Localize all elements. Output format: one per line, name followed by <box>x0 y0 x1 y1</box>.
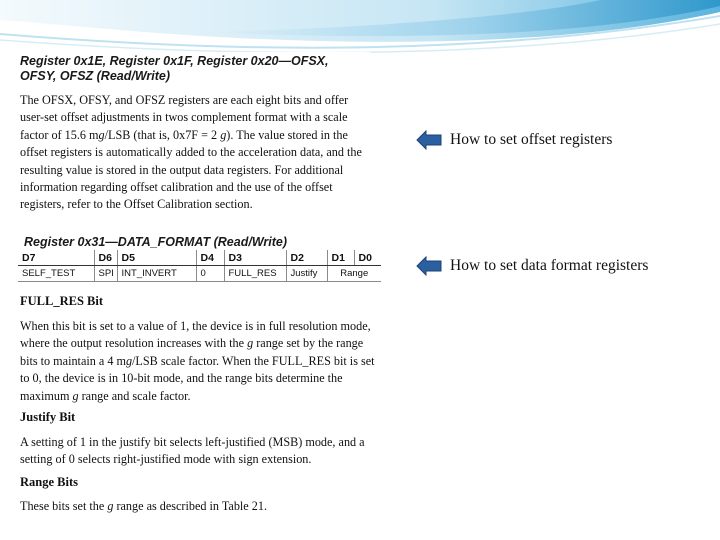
offset-register-description: The OFSX, OFSY, and OFSZ registers are each eight bits and offer user-set offset adjustments in twos complement format with a scale factor of 15.6 mg/LSB (that is, 0x7F = 2 g). The value stored in the offset registers is automatically added to the acceleration data, and the resulting value is stored in the output data registers. For additional information regarding offset calibration and the use of the offset registers, refer to the Offset Calibration section. <box>20 93 362 212</box>
data-format-callout-label: How to set data format registers <box>450 257 649 274</box>
data-format-register-excerpt <box>18 234 382 516</box>
offset-registers-callout <box>416 130 612 150</box>
data-format-callout <box>416 256 648 276</box>
data-format-register-heading: Register 0x31—DATA_FORMAT (Read/Write) <box>24 235 288 249</box>
bit-header: D1 <box>327 250 354 266</box>
bit-header: D2 <box>286 250 327 266</box>
bit-table-value-row <box>18 266 381 282</box>
justify-bit-description: A setting of 1 in the justify bit selects left-justified (MSB) mode, and a setting of 0 selects right-justified mode with sign extension. <box>20 435 365 467</box>
bit-header: D5 <box>117 250 196 266</box>
bit-value: INT_INVERT <box>117 266 196 282</box>
range-bits-title: Range Bits <box>20 475 78 489</box>
full-res-bit-description: When this bit is set to a value of 1, the device is in full resolution mode, where the output resolution increases with the g range set by the range bits to maintain a 4 mg/LSB scale factor. When the FULL_RES bit is set to 0, the device is in 10-bit mode, and the range bits determine the maximum g range and scale factor. <box>20 319 375 403</box>
bit-value: FULL_RES <box>224 266 286 282</box>
bit-header: D7 <box>18 250 94 266</box>
offset-register-excerpt <box>18 52 370 230</box>
offset-register-heading: Register 0x1E, Register 0x1F, Register 0x20—OFSX, OFSY, OFSZ (Read/Write) <box>20 54 329 83</box>
left-arrow-icon <box>416 256 442 276</box>
bit-header: D3 <box>224 250 286 266</box>
data-format-bit-table <box>18 250 381 282</box>
offset-callout-label: How to set offset registers <box>450 131 613 148</box>
bit-table-header-row <box>18 250 381 266</box>
bit-value: Justify <box>286 266 327 282</box>
bit-header: D6 <box>94 250 117 266</box>
bit-value: SELF_TEST <box>18 266 94 282</box>
bit-value: Range <box>327 266 381 282</box>
justify-bit-title: Justify Bit <box>20 410 76 424</box>
bit-header: D4 <box>196 250 224 266</box>
left-arrow-icon <box>416 130 442 150</box>
bit-value: SPI <box>94 266 117 282</box>
bit-value: 0 <box>196 266 224 282</box>
range-bits-description: These bits set the g range as described in Table 21. <box>20 499 268 513</box>
full-res-bit-title: FULL_RES Bit <box>20 294 104 308</box>
bit-header: D0 <box>354 250 381 266</box>
